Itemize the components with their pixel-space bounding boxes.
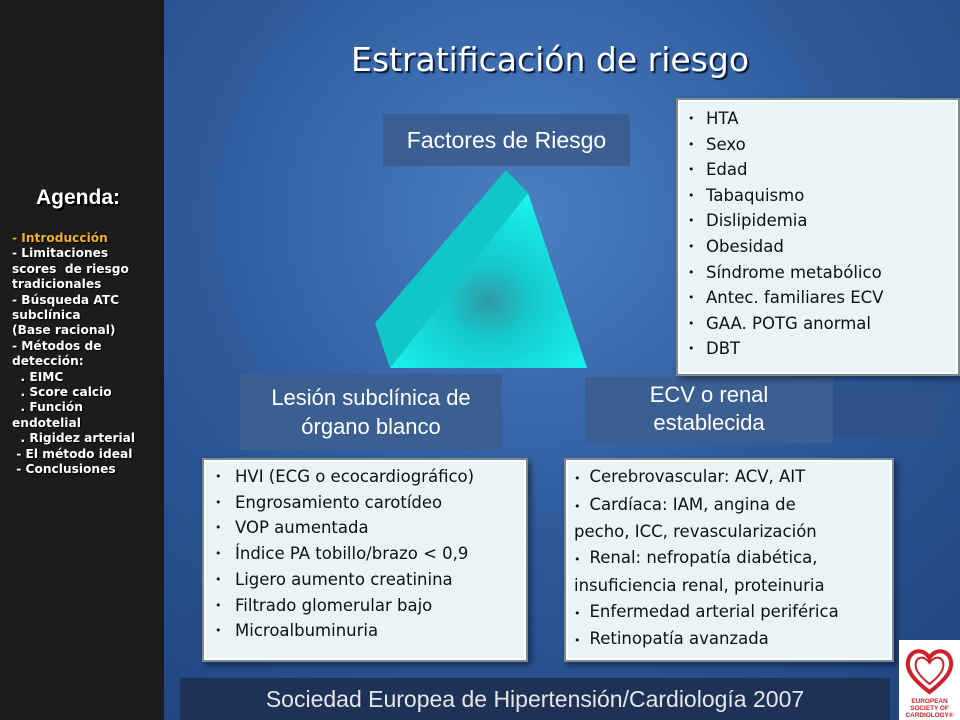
bullet-icon: •: [574, 553, 581, 567]
esc-logo: [899, 640, 960, 720]
subclinical-item-text: Índice PA tobillo/brazo < 0,9: [235, 544, 469, 564]
agenda-item: subclínica: [12, 308, 81, 323]
label-ecv-establecida: [585, 377, 833, 443]
agenda-heading: Agenda:: [36, 186, 120, 209]
label-ecv-shadow: [830, 385, 942, 437]
subclinical-item: [215, 515, 526, 541]
subclinical-item: [215, 490, 526, 516]
label-ecv-line2: establecida: [653, 410, 765, 435]
bullet-icon: •: [215, 547, 222, 561]
agenda-item: - Limitaciones: [12, 246, 109, 261]
subclinical-item-text: VOP aumentada: [235, 518, 369, 538]
established-item-line2: insuficiencia renal, proteinuria: [574, 575, 825, 595]
agenda-list: [12, 231, 162, 478]
risk-factor-item-text: Síndrome metabólico: [706, 262, 882, 282]
subclinical-item-text: Ligero aumento creatinina: [235, 569, 453, 589]
bullet-icon: •: [215, 624, 222, 638]
risk-factor-item-text: Tabaquismo: [706, 185, 805, 205]
risk-factor-item: [688, 132, 958, 158]
risk-factor-item: [688, 285, 958, 311]
slide-title: Estratificación de riesgo: [350, 40, 750, 79]
risk-factor-item: [688, 208, 958, 234]
label-factores-riesgo: Factores de Riesgo: [383, 114, 630, 166]
logo-line1: EUROPEAN: [911, 698, 948, 705]
bullet-icon: •: [574, 472, 581, 485]
bullet-icon: •: [688, 112, 695, 125]
established-item-line2: pecho, ICC, revascularización: [574, 522, 817, 542]
risk-factor-item-text: DBT: [706, 339, 741, 359]
subclinical-item: [215, 567, 526, 593]
established-item: [574, 545, 886, 598]
agenda-item: tradicionales: [12, 277, 102, 292]
risk-factor-item-text: GAA. POTG anormal: [706, 313, 871, 333]
subclinical-panel: [202, 458, 528, 662]
agenda-item: endotelial: [12, 415, 81, 430]
bullet-icon: •: [688, 137, 695, 151]
bullet-icon: •: [574, 499, 581, 513]
established-item-line1: Retinopatía avanzada: [589, 629, 769, 649]
risk-factor-item: [688, 106, 958, 132]
subclinical-item: [215, 464, 526, 490]
bullet-icon: •: [688, 316, 695, 330]
agenda-item: . EIMC: [12, 369, 64, 384]
risk-factor-item-text: Obesidad: [706, 236, 784, 256]
bullet-icon: •: [688, 291, 695, 305]
subclinical-item: [215, 541, 526, 567]
agenda-item: (Base racional): [12, 323, 116, 338]
established-panel: [564, 458, 894, 662]
risk-factor-item-text: Dislipidemia: [706, 211, 808, 231]
agenda-sidebar: [0, 0, 164, 720]
risk-factor-item: [688, 311, 958, 337]
risk-factor-item: [688, 336, 958, 362]
risk-factor-item-text: Sexo: [706, 134, 746, 154]
established-item: [574, 464, 886, 492]
bullet-icon: •: [574, 606, 581, 620]
bullet-icon: •: [688, 239, 695, 253]
bullet-icon: •: [215, 572, 222, 586]
agenda-item: . Score calcio: [12, 385, 112, 400]
bullet-icon: •: [688, 265, 695, 279]
bullet-icon: •: [688, 214, 695, 228]
subclinical-item-text: Filtrado glomerular bajo: [235, 595, 433, 615]
subclinical-item: [215, 618, 526, 644]
established-list: [566, 460, 892, 654]
agenda-item: - Introducción: [12, 231, 108, 245]
label-lesion-line1: Lesión subclínica de: [271, 385, 471, 410]
established-item: [574, 492, 886, 545]
bullet-icon: •: [215, 495, 222, 509]
subclinical-item-text: Microalbuminuria: [235, 621, 379, 641]
label-lesion-subclinica: [240, 374, 502, 450]
logo-line2: SOCIETY OF: [910, 705, 949, 712]
heart-logo-icon: [899, 640, 960, 698]
established-item-line1: Cerebrovascular: ACV, AIT: [589, 467, 806, 486]
bullet-icon: •: [215, 470, 222, 483]
agenda-item: - Métodos de: [12, 338, 102, 353]
risk-pyramid: [360, 160, 600, 370]
label-ecv-line1: ECV o renal: [649, 382, 769, 407]
risk-factors-panel: [676, 98, 960, 376]
risk-factor-item-text: Edad: [706, 160, 748, 180]
agenda-item: scores de riesgo: [12, 261, 129, 276]
established-item: [574, 599, 886, 627]
established-item: [574, 626, 886, 654]
established-item-line1: Enfermedad arterial periférica: [589, 601, 839, 621]
subclinical-item-text: HVI (ECG o ecocardiográfico): [235, 467, 475, 486]
bullet-icon: •: [688, 163, 695, 177]
label-lesion-line2: órgano blanco: [301, 414, 441, 439]
bullet-icon: •: [215, 598, 222, 612]
risk-factor-item-text: Antec. familiares ECV: [706, 288, 884, 308]
agenda-item: - Búsqueda ATC: [12, 292, 120, 307]
bullet-icon: •: [688, 342, 695, 356]
risk-factor-item: [688, 157, 958, 183]
risk-factor-item: [688, 260, 958, 286]
bullet-icon: •: [574, 634, 581, 648]
risk-factors-list: [678, 100, 958, 362]
risk-factor-item: [688, 234, 958, 260]
logo-text: [899, 698, 960, 719]
established-item-line1: Cardíaca: IAM, angina de: [589, 494, 796, 514]
subclinical-list: [204, 460, 526, 644]
slide-footer: Sociedad Europea de Hipertensión/Cardiología 2007: [180, 678, 890, 720]
subclinical-item-text: Engrosamiento carotídeo: [235, 492, 443, 512]
bullet-icon: •: [215, 521, 222, 535]
agenda-item: detección:: [12, 354, 84, 369]
established-item-line1: Renal: nefropatía diabética,: [589, 548, 818, 568]
agenda-item: . Rigidez arterial: [12, 431, 136, 446]
bullet-icon: •: [688, 188, 695, 202]
logo-line3: CARDIOLOGY®: [905, 712, 954, 719]
subclinical-item: [215, 593, 526, 619]
agenda-item: . Función: [12, 400, 83, 415]
risk-factor-item-text: HTA: [706, 109, 739, 128]
risk-factor-item: [688, 183, 958, 209]
agenda-item: - Conclusiones: [12, 462, 116, 477]
agenda-item: - El método ideal: [12, 446, 133, 461]
